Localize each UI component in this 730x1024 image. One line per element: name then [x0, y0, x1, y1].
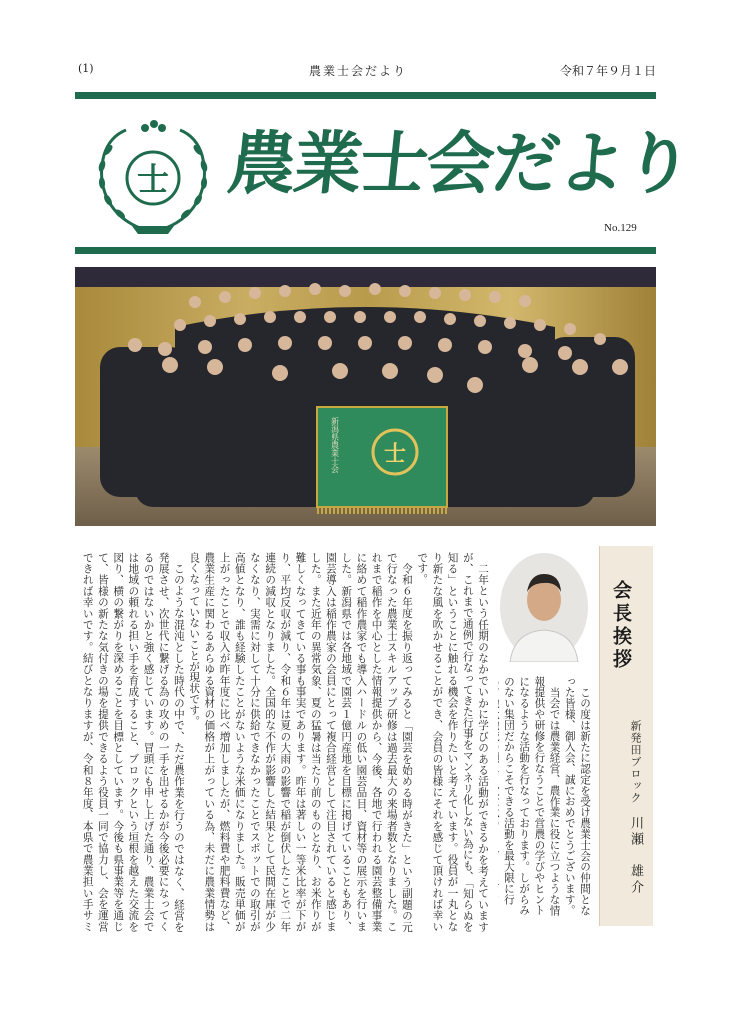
masthead-title: 農業士会だより — [223, 125, 695, 204]
article-heading: 会長挨拶 — [610, 580, 632, 672]
issue-number: No.129 — [604, 222, 637, 234]
top-divider — [75, 92, 656, 99]
emblem-logo — [88, 110, 218, 240]
greeting-paragraph: この度は新たに認定を受け農業士会の仲間となった皆様、御入会、誠におめでとうございます。 — [563, 676, 591, 916]
greeting-text — [498, 676, 592, 926]
masthead-title-area — [223, 115, 695, 225]
running-header — [0, 62, 730, 82]
page-number: (1) — [78, 62, 94, 75]
author-credit — [626, 720, 645, 896]
newsletter-name: 農業士会だより — [309, 64, 408, 78]
body-paragraph: このような混沌とした時代の中で、ただ農作業を行うのではなく、経営を発展させ、次世代に繋げる為の攻めの一手を出せるかが今後必要になってくるのではないかと強く感じています。冒頭にも申し上げた通り、農業士会では地域の頼れる担い手を育成すること、ブロックという垣根を越えた交流を図り、横の繋がりを深めることを目標としています。今後も県事業等を通じて、皆様の新たな気付きの場を提供できるよう役員一同で協力し、会を運営できれば幸いです。結びとなりますが、令和８年度、本県で農業担い手サミ — [81, 552, 185, 932]
issue-date: 令和７年９月１日 — [560, 64, 657, 78]
flag-text: 新潟県農業士会 — [330, 417, 340, 473]
emblem-character: 士 — [136, 160, 170, 198]
author-block: 新発田ブロック — [629, 720, 642, 804]
author-portrait — [500, 552, 588, 662]
author-name: 川瀬 雄介 — [628, 816, 643, 896]
bottom-divider — [75, 247, 656, 254]
article-body — [80, 552, 490, 932]
flag-emblem: 士 — [383, 441, 407, 467]
body-paragraph: 令和６年度を振り返ってみると「園芸を始める時がきた」という副題の元で行なった農業士スキルアップ研修は過去最大の来場者数となりました。これまで稲作を中心とした情報提供から、今後、各地で行われる園芸整備事業に絡めて稲作農家でも導入ハードルの低い園芸品目、資材等の展示を行いました。新潟県では各地域で園芸１億円産地を目標に掲げていることもあり、園芸導入は稲作農家の会員にとって複合経営として注目されていると感じました。また近年の異常気象、夏の猛暑は当たり前のものとなり、お米作りが難しくなってきている事も事実であります。昨年は著しい一等米比率が下がり、平均反収が減り、令和６年は夏の大雨の影響で稲が倒伏したことで二年連続の減収となりました。全国的な不作が影響した結果として民間在庫が少なくなり、実需に対して十分に供給できなかったことでスポットでの取引が高値となり、誰も経験したことがないような米価になりました。販売単価が上がったことで収入が昨年度に比べ増加しましたが、燃料費や肥料費など、農業生産に関わるあらゆる資材の価格が上がっている為、未だに農業情勢は良くなっていないことが現状です。 — [188, 552, 413, 932]
body-paragraph: 二年という任期のなかでいかに学びのある活動ができるかを考えていますが、これまで通例で行なってきた行事をマンネリ化しない為にも、「知らぬを知る」ということに触れる機会を作りたいと考えています。役員が一丸となり新たな風を吹かせることができ、会員の皆様にそれを感じて頂ければ幸いです。 — [416, 552, 489, 932]
greeting-paragraph: 当会では農業経営、農作業に役に立つような情報提供や研修を行なうことで営農の学びやヒントになるような活動を行なっております。しがらみのない集団だからこそできる活動を最大限に行 — [502, 676, 561, 916]
group-photo — [75, 267, 656, 526]
